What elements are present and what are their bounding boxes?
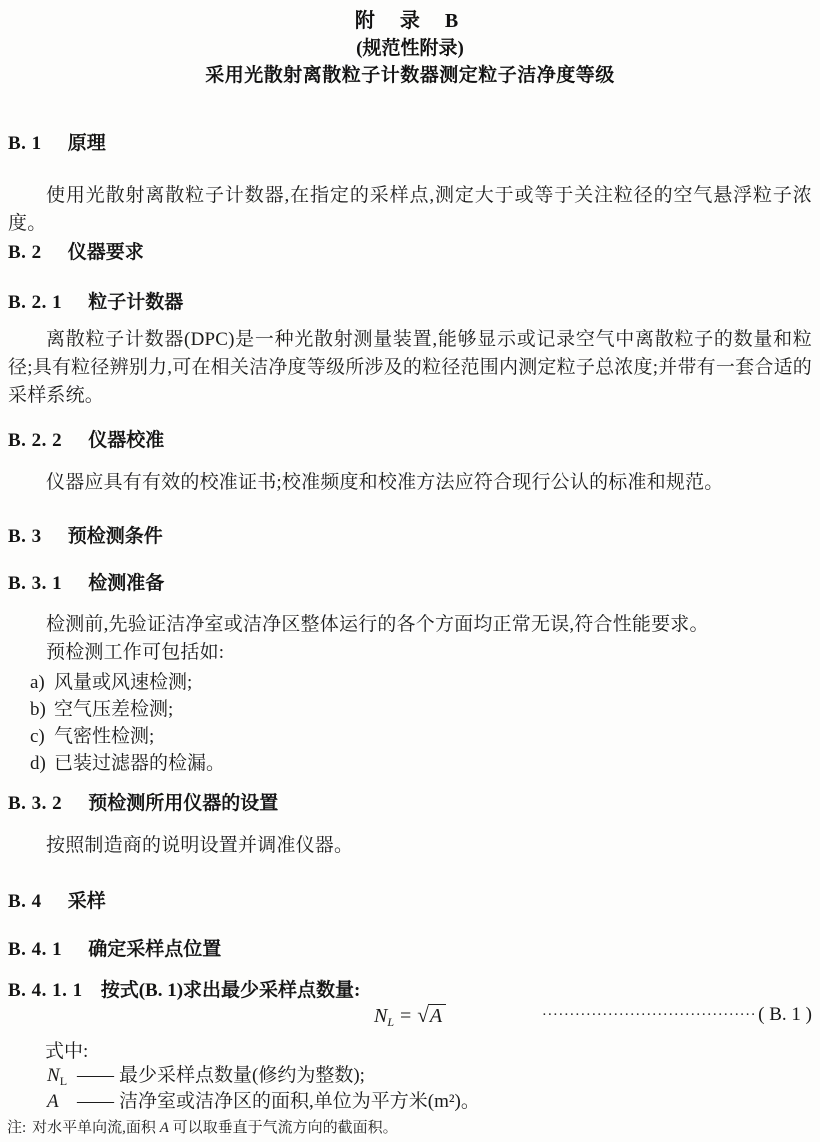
paragraph-b22: 仪器应具有有效的校准证书;校准频度和校准方法应符合现行公认的标准和规范。 — [46, 472, 724, 493]
definition-nl-dash: —— — [77, 1065, 113, 1086]
paragraph-b31-1: 检测前,先验证洁净室或洁净区整体运行的各个方面均正常无误,符合性能要求。 — [46, 614, 709, 635]
heading-b22 — [8, 428, 164, 454]
definition-a-symbol — [47, 1089, 77, 1120]
heading-b22-title: 仪器校准 — [88, 430, 165, 451]
formula-lhs-subscript: L — [387, 1015, 394, 1029]
heading-b32-title: 预检测所用仪器的设置 — [88, 793, 279, 814]
formula-lhs-symbol: N — [373, 1005, 388, 1027]
clause-b411-number: B. 4. 1. 1 — [8, 980, 83, 1001]
heading-b41-number: B. 4. 1 — [8, 939, 63, 960]
equation-b1-reference — [542, 1000, 812, 1030]
heading-b1 — [8, 131, 106, 157]
definition-a — [47, 1089, 480, 1120]
heading-b31-number: B. 3. 1 — [8, 573, 63, 594]
formula-equals-sign: = — [400, 1005, 412, 1027]
formula-radicand: A — [428, 1004, 446, 1027]
heading-b41 — [8, 937, 221, 963]
footnote-symbol: A — [159, 1120, 169, 1136]
definition-nl-text: 最少采样点数量(修约为整数); — [119, 1065, 365, 1086]
paragraph-b32: 按照制造商的说明设置并调准仪器。 — [46, 835, 354, 856]
definition-a-text: 洁净室或洁净区的面积,单位为平方米(m²)。 — [119, 1091, 480, 1112]
heading-b32 — [8, 791, 278, 817]
definition-nl-subscript: L — [59, 1074, 68, 1088]
heading-b2 — [8, 240, 144, 266]
dotted-leader: ······································· — [541, 1007, 757, 1023]
list-marker-b: b) — [30, 699, 46, 720]
list-text-d: 已装过滤器的检漏。 — [54, 753, 226, 774]
paragraph-b1: 使用光散射离散粒子计数器,在指定的采样点,测定大于或等于关注粒径的空气悬浮粒子浓度。 — [8, 185, 812, 234]
paragraph-b21: 离散粒子计数器(DPC)是一种光散射测量装置,能够显示或记录空气中离散粒子的数量和粒径;具有粒径辨别力,可在相关洁净度等级所涉及的粒径范围内测定粒子总浓度;并带有一套合适的采样系统。 — [8, 329, 812, 406]
footnote-prefix: 注: — [7, 1120, 27, 1136]
list-item-d — [30, 750, 225, 777]
heading-b4-number: B. 4 — [8, 891, 42, 912]
heading-b31 — [8, 571, 164, 597]
list-marker-a: a) — [30, 672, 45, 693]
equation-number: ( B. 1 ) — [758, 1004, 812, 1025]
list-text-c: 气密性检测; — [54, 726, 155, 747]
paragraph-b31-2: 预检测工作可包括如: — [46, 642, 225, 663]
equation-b1-row — [0, 1000, 820, 1030]
heading-b1-number: B. 1 — [8, 133, 42, 154]
heading-b3-title: 预检测条件 — [67, 526, 163, 547]
heading-b21 — [8, 290, 183, 316]
definition-a-letter: A — [47, 1091, 59, 1112]
list-marker-c: c) — [30, 726, 45, 747]
appendix-note: (规范性附录) — [356, 38, 464, 59]
heading-b2-title: 仪器要求 — [67, 242, 144, 263]
heading-b21-number: B. 2. 1 — [8, 292, 63, 313]
heading-b2-number: B. 2 — [8, 242, 42, 263]
list-text-b: 空气压差检测; — [54, 699, 174, 720]
where-label: 式中: — [45, 1041, 89, 1062]
definition-a-dash: —— — [77, 1091, 113, 1112]
list-item-b — [30, 696, 173, 723]
appendix-title: 采用光散射离散粒子计数器测定粒子洁净度等级 — [205, 65, 615, 86]
heading-b41-title: 确定采样点位置 — [88, 939, 222, 960]
heading-b32-number: B. 3. 2 — [8, 793, 63, 814]
heading-b3-number: B. 3 — [8, 526, 42, 547]
heading-b31-title: 检测准备 — [88, 573, 165, 594]
heading-b4 — [8, 889, 106, 915]
footnote-text-post: 可以取垂直于气流方向的截面积。 — [168, 1120, 398, 1136]
heading-b21-title: 粒子计数器 — [88, 292, 184, 313]
heading-b3 — [8, 524, 163, 550]
list-item-c — [30, 723, 154, 750]
clause-b411-text: 按式(B. 1)求出最少采样点数量: — [100, 980, 361, 1001]
appendix-label: 附 录 B — [354, 10, 466, 32]
heading-b1-title: 原理 — [67, 133, 106, 154]
square-root-sign: √ — [417, 1003, 429, 1027]
heading-b22-number: B. 2. 2 — [8, 430, 63, 451]
list-marker-d: d) — [30, 753, 46, 774]
heading-b4-title: 采样 — [67, 891, 106, 912]
footnote-text-pre: 对水平单向流,面积 — [32, 1120, 160, 1136]
list-text-a: 风量或风速检测; — [54, 672, 193, 693]
footnote — [7, 1117, 398, 1139]
list-item-a — [30, 669, 192, 696]
definition-nl-letter: N — [47, 1065, 60, 1086]
